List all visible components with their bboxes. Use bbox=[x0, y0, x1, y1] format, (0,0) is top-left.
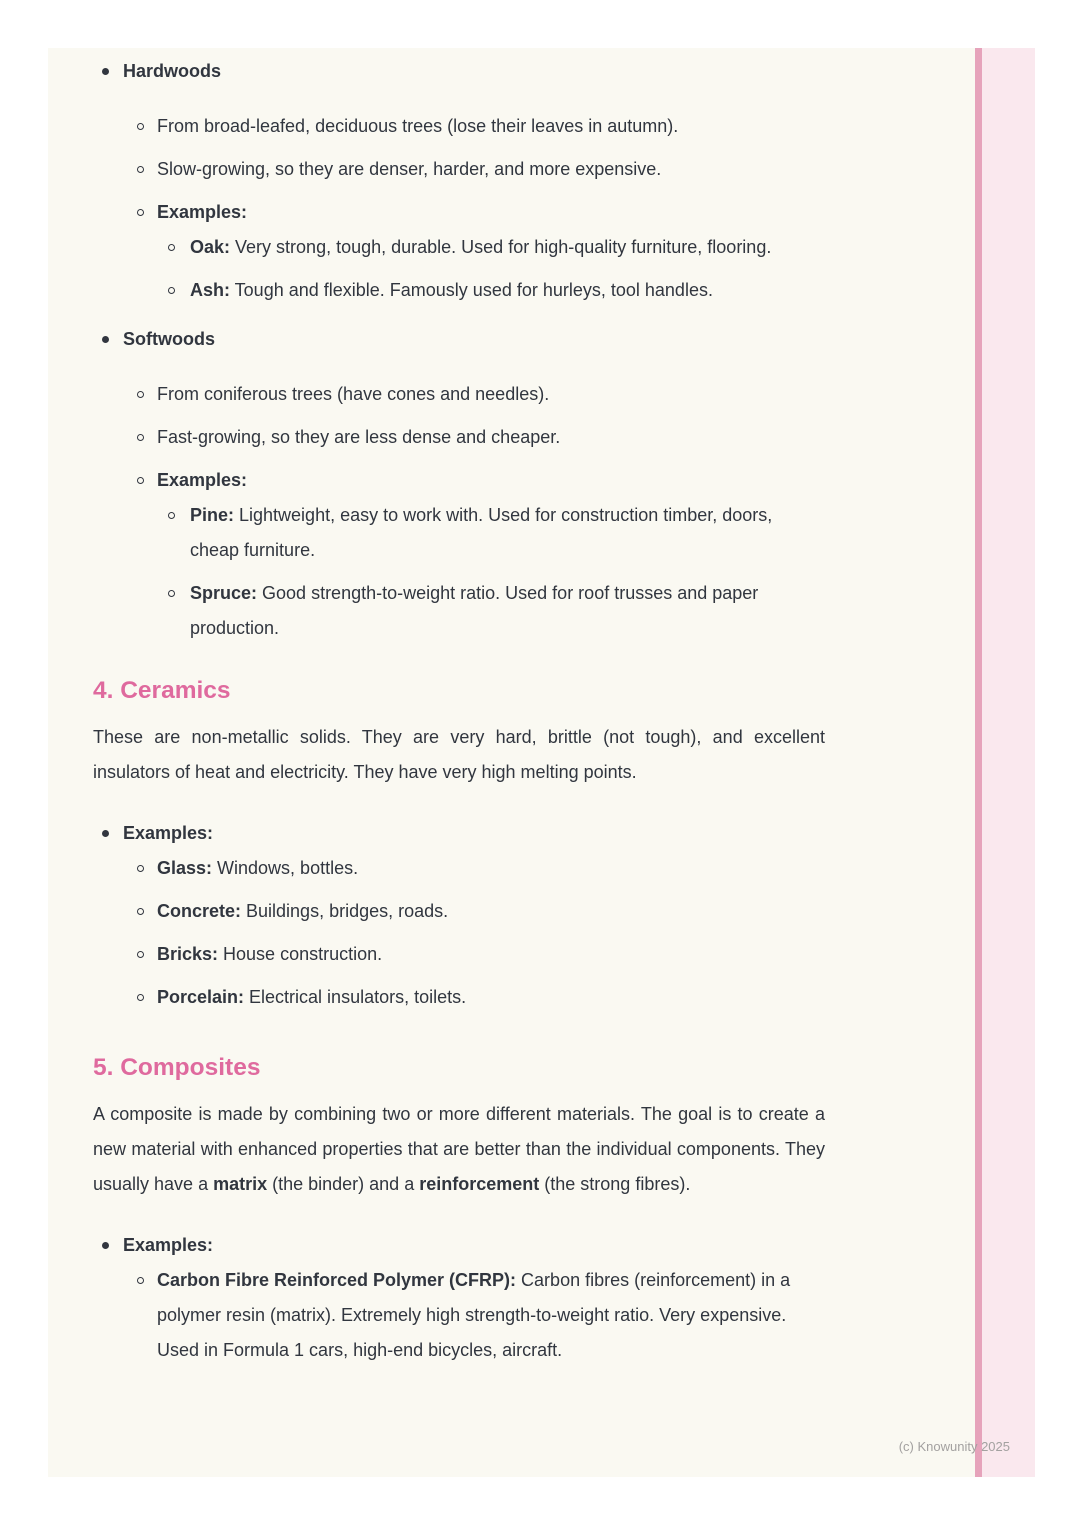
ring-bullet-icon bbox=[137, 109, 157, 144]
example-term: Oak: bbox=[190, 237, 231, 257]
ring-bullet-icon bbox=[168, 498, 190, 533]
list-item-examples-label bbox=[102, 816, 825, 851]
example-desc: Tough and flexible. Famously used for hurleys, tool handles. bbox=[230, 280, 713, 300]
example-desc: Very strong, tough, durable. Used for high-quality furniture, flooring. bbox=[230, 237, 772, 257]
example-term: Porcelain: bbox=[157, 987, 245, 1007]
ring-bullet-icon bbox=[168, 576, 190, 611]
list-item bbox=[137, 152, 825, 187]
ring-bullet-icon bbox=[137, 980, 157, 1015]
hardwoods-examples-label: Examples: bbox=[157, 202, 248, 222]
ring-bullet-icon bbox=[137, 420, 157, 455]
composites-heading: 5. Composites bbox=[93, 1054, 261, 1081]
softwoods-examples-label: Examples: bbox=[157, 470, 248, 490]
paragraph-segment: (the binder) and a bbox=[267, 1174, 420, 1194]
hardwoods-title: Hardwoods bbox=[123, 61, 222, 81]
example-term: Pine: bbox=[190, 505, 235, 525]
ring-bullet-icon bbox=[137, 195, 157, 230]
ring-bullet-icon bbox=[137, 894, 157, 929]
notes-page bbox=[48, 48, 975, 1477]
copyright-watermark: (c) Knowunity 2025 bbox=[898, 1439, 1010, 1454]
list-item bbox=[137, 109, 825, 144]
list-item bbox=[137, 1263, 825, 1368]
disc-bullet-icon bbox=[102, 322, 123, 357]
ring-bullet-icon bbox=[137, 851, 157, 886]
ring-bullet-icon bbox=[137, 463, 157, 498]
example-desc: Good strength-to-weight ratio. Used for roof trusses and paper production. bbox=[190, 583, 759, 638]
list-item bbox=[168, 273, 825, 308]
example-desc: Electrical insulators, toilets. bbox=[244, 987, 467, 1007]
ceramics-paragraph: These are non-metallic solids. They are very hard, brittle (not tough), and excellent insulators of heat and electricity. They have very high melting points. bbox=[93, 727, 825, 782]
list-item-examples-label bbox=[137, 195, 825, 230]
list-item bbox=[168, 576, 825, 646]
ring-bullet-icon bbox=[137, 152, 157, 187]
softwoods-point-1: From coniferous trees (have cones and needles). bbox=[157, 384, 550, 404]
example-desc: Buildings, bridges, roads. bbox=[241, 901, 449, 921]
example-desc: Windows, bottles. bbox=[212, 858, 359, 878]
example-desc: Lightweight, easy to work with. Used for construction timber, doors, cheap furniture. bbox=[190, 505, 773, 560]
list-item bbox=[137, 980, 825, 1015]
paragraph-segment: (the strong fibres). bbox=[539, 1174, 691, 1194]
example-term: Concrete: bbox=[157, 901, 242, 921]
ceramics-examples-label: Examples: bbox=[123, 823, 214, 843]
ring-bullet-icon bbox=[168, 273, 190, 308]
disc-bullet-icon bbox=[102, 54, 123, 89]
example-desc: Carbon fibres (reinforcement) in a polymer resin (matrix). Extremely high strength-to-weight ratio. Very expensive. Used in Formula 1 cars, high-end bicycles, aircraft. bbox=[157, 1270, 791, 1360]
ring-bullet-icon bbox=[168, 230, 190, 265]
composites-examples-label: Examples: bbox=[123, 1235, 214, 1255]
ring-bullet-icon bbox=[137, 1263, 157, 1298]
disc-bullet-icon bbox=[102, 816, 123, 851]
list-item bbox=[137, 894, 825, 929]
hardwoods-point-1: From broad-leafed, deciduous trees (lose their leaves in autumn). bbox=[157, 116, 679, 136]
list-item-examples-label bbox=[137, 463, 825, 498]
ring-bullet-icon bbox=[137, 377, 157, 412]
paragraph-segment: A composite is made by combining two or more different materials. The goal is to create a new material with enhanced properties that are better than the individual components. They usually have a bbox=[93, 1104, 825, 1194]
list-item bbox=[137, 851, 825, 886]
ring-bullet-icon bbox=[137, 937, 157, 972]
example-term: Bricks: bbox=[157, 944, 219, 964]
list-item-hardwoods-title bbox=[102, 54, 825, 89]
composites-paragraph bbox=[93, 1097, 825, 1202]
list-item bbox=[168, 498, 825, 568]
list-item bbox=[137, 420, 825, 455]
list-item bbox=[137, 377, 825, 412]
softwoods-title: Softwoods bbox=[123, 329, 215, 349]
bold-term-reinforcement: reinforcement bbox=[419, 1174, 540, 1194]
accent-stripe bbox=[975, 48, 982, 1477]
example-desc: House construction. bbox=[218, 944, 383, 964]
example-term: Carbon Fibre Reinforced Polymer (CFRP): bbox=[157, 1270, 517, 1290]
list-item bbox=[168, 230, 825, 265]
example-term: Spruce: bbox=[190, 583, 258, 603]
ceramics-heading: 4. Ceramics bbox=[93, 677, 231, 704]
list-item bbox=[137, 937, 825, 972]
example-term: Ash: bbox=[190, 280, 230, 300]
example-term: Glass: bbox=[157, 858, 213, 878]
list-item-softwoods-title bbox=[102, 322, 825, 357]
softwoods-point-2: Fast-growing, so they are less dense and cheaper. bbox=[157, 427, 561, 447]
list-item-examples-label bbox=[102, 1228, 825, 1263]
side-panel bbox=[982, 48, 1035, 1477]
bold-term-matrix: matrix bbox=[213, 1174, 268, 1194]
disc-bullet-icon bbox=[102, 1228, 123, 1263]
hardwoods-point-2: Slow-growing, so they are denser, harder, and more expensive. bbox=[157, 159, 662, 179]
